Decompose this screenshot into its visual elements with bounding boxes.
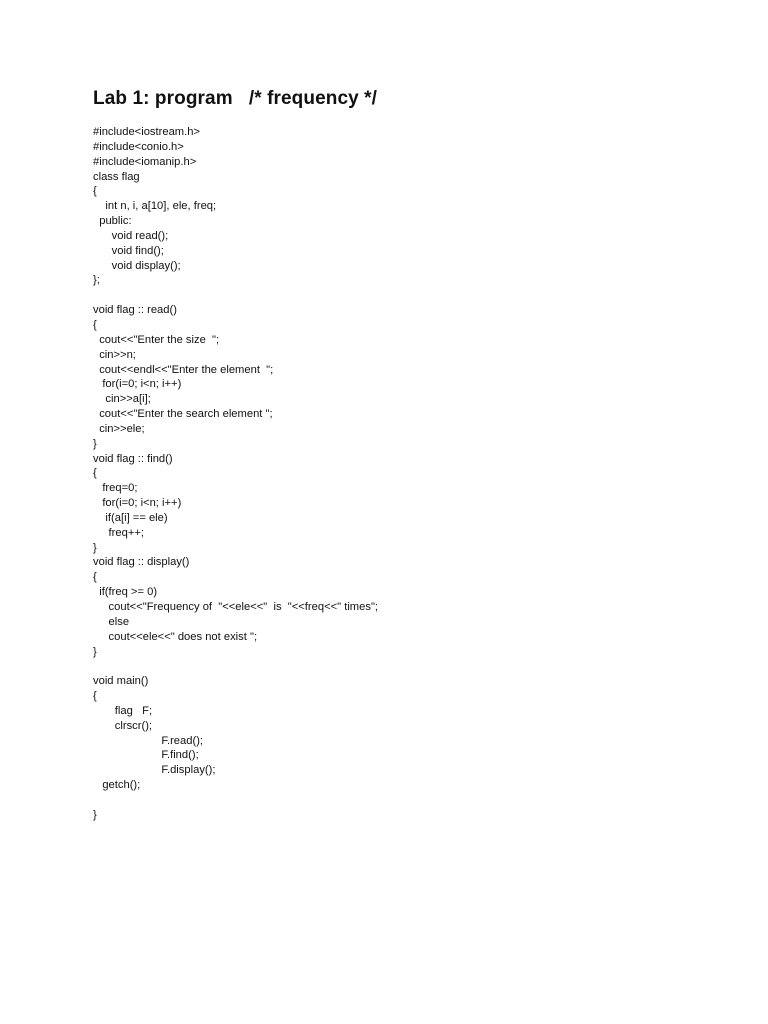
code-line: } [93, 541, 97, 554]
code-line: void flag :: display() [93, 556, 190, 569]
code-line: void display(); [93, 259, 181, 272]
code-line: void main() [93, 675, 149, 688]
code-line: flag F; [93, 704, 153, 717]
code-line: if(a[i] == ele) [93, 511, 168, 524]
code-line: else [93, 615, 130, 628]
code-line: }; [93, 274, 100, 287]
code-line: for(i=0; i<n; i++) [93, 378, 182, 391]
code-line: void flag :: read() [93, 304, 177, 317]
code-line: void read(); [93, 229, 169, 242]
code-line: cout<<"Enter the search element "; [93, 408, 273, 421]
code-line [93, 793, 378, 808]
code-line: #include<iostream.h> [93, 126, 200, 138]
code-line: void flag :: find() [93, 452, 173, 465]
code-line: if(freq >= 0) [93, 586, 158, 599]
code-line: public: [93, 215, 132, 228]
code-listing [93, 125, 378, 823]
code-line: cout<<"Enter the size "; [93, 333, 220, 346]
code-line: for(i=0; i<n; i++) [93, 497, 182, 510]
code-line: getch(); [93, 779, 141, 792]
code-line: #include<iomanip.h> [93, 155, 197, 168]
code-line: cin>>ele; [93, 422, 145, 435]
page-title: Lab 1: program /* frequency */ [93, 88, 378, 109]
code-line: { [93, 467, 97, 480]
code-line: cin>>n; [93, 348, 136, 361]
code-line: freq++; [93, 526, 144, 539]
code-line: } [93, 645, 97, 658]
code-line: { [93, 185, 97, 198]
code-line: clrscr(); [93, 719, 153, 732]
code-line: { [93, 571, 97, 584]
code-line: freq=0; [93, 482, 138, 495]
code-line: F.find(); [93, 749, 199, 762]
code-line: } [93, 808, 97, 821]
code-line: { [93, 318, 97, 331]
code-line: } [93, 437, 97, 450]
code-line: F.display(); [93, 764, 216, 777]
code-line: cout<<ele<<" does not exist "; [93, 630, 258, 643]
code-line [93, 659, 378, 674]
code-line: int n, i, a[10], ele, freq; [93, 200, 217, 213]
code-line: cout<<"Frequency of "<<ele<<" is "<<freq<<" times"; [93, 601, 379, 613]
code-line: class flag [93, 170, 140, 183]
code-line: void find(); [93, 244, 164, 257]
code-line: cout<<endl<<"Enter the element "; [93, 363, 274, 376]
code-line: F.read(); [93, 734, 204, 747]
code-line: { [93, 690, 97, 703]
code-line [93, 288, 378, 303]
code-line: cin>>a[i]; [93, 393, 151, 406]
code-line: #include<conio.h> [93, 140, 184, 153]
